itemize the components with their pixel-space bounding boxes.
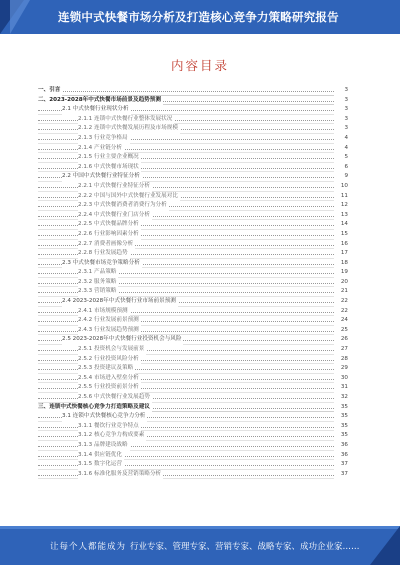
- toc-entry-label: 2.2.4 中式快餐行业门店分析: [78, 211, 152, 221]
- toc-entry[interactable]: [38, 172, 348, 182]
- toc-entry-label: 3.1.2 核心竞争力构成要素: [78, 431, 146, 441]
- toc-entry-label: 3.1.3 品牌建设战略: [78, 441, 130, 451]
- toc-entry-label: 2.3.1 产品策略: [78, 268, 118, 278]
- toc-entry[interactable]: [38, 249, 348, 259]
- toc-entry-page: 4: [334, 134, 348, 144]
- toc-entry-page: 30: [334, 374, 348, 384]
- toc-entry-label: 3.1 连锁中式快餐核心竞争力分析: [62, 412, 147, 422]
- toc-entry[interactable]: [38, 470, 348, 480]
- toc-entry-page: 31: [334, 383, 348, 393]
- toc-entry[interactable]: [38, 422, 348, 432]
- toc-entry-label: 2.1.4 产业链分析: [78, 144, 124, 154]
- toc-entry[interactable]: [38, 335, 348, 345]
- toc-entry[interactable]: [38, 163, 348, 173]
- toc-entry[interactable]: [38, 412, 348, 422]
- toc-entry-page: 25: [334, 326, 348, 336]
- toc-entry-page: 22: [334, 297, 348, 307]
- toc-entry-label: 2.5 2023-2028年中式快餐行业投资机会与风险: [62, 335, 183, 345]
- toc-entry-page: 16: [334, 240, 348, 250]
- toc-entry[interactable]: [38, 240, 348, 250]
- toc-entry[interactable]: [38, 124, 348, 134]
- toc-entry[interactable]: [38, 297, 348, 307]
- header-decoration: [0, 0, 46, 34]
- toc-entry-page: 13: [334, 211, 348, 221]
- toc-entry-label: 2.3.3 营销策略: [78, 287, 118, 297]
- toc-entry-page: 11: [334, 192, 348, 202]
- toc-entry-label: 2.5.5 行业投资前景分析: [78, 383, 141, 393]
- toc-entry-label: 2.2.8 行业发展趋势: [78, 249, 130, 259]
- toc-entry[interactable]: [38, 364, 348, 374]
- toc-entry-label: 3.1.5 数字化运营: [78, 460, 124, 470]
- toc-entry-page: 10: [334, 182, 348, 192]
- toc-entry[interactable]: [38, 134, 348, 144]
- toc-entry-label: 3.1.1 餐饮行业竞争特点: [78, 422, 141, 432]
- toc-entry-label: 2.2.6 行业影响因素分析: [78, 230, 141, 240]
- toc-entry-page: 9: [334, 172, 348, 182]
- report-footer: [0, 526, 400, 565]
- toc-entry-page: 3: [334, 124, 348, 134]
- toc-entry-label: 2.1 中式快餐行业现状分析: [62, 105, 131, 115]
- toc-entry-page: 37: [334, 470, 348, 480]
- toc-entry-page: 21: [334, 287, 348, 297]
- footer-slogan: 让每个人都能成为: [50, 542, 127, 552]
- toc-entry-page: 27: [334, 345, 348, 355]
- toc-entry[interactable]: [38, 105, 348, 115]
- toc-entry[interactable]: [38, 374, 348, 384]
- toc-entry-page: 5: [334, 153, 348, 163]
- toc-entry-page: 18: [334, 259, 348, 269]
- toc-entry-label: 2.5.4 市场进入壁垒分析: [78, 374, 141, 384]
- toc-entry-page: 36: [334, 441, 348, 451]
- toc-entry-page: 19: [334, 268, 348, 278]
- toc-entry-label: 2.4 2023-2028年中式快餐行业市场前景预测: [62, 297, 178, 307]
- toc-entry-label: 2.2.3 中式快餐消费者消费行为分析: [78, 201, 169, 211]
- toc-entry[interactable]: [38, 144, 348, 154]
- toc-entry-page: 12: [334, 201, 348, 211]
- toc-entry[interactable]: [38, 383, 348, 393]
- toc-entry-page: 15: [334, 230, 348, 240]
- toc-entry-label: 3.1.4 供应链优化: [78, 451, 124, 461]
- toc-entry[interactable]: [38, 460, 348, 470]
- toc-entry-page: 6: [334, 163, 348, 173]
- toc-entry-page: 37: [334, 460, 348, 470]
- table-of-contents: [38, 86, 348, 479]
- toc-entry[interactable]: [38, 201, 348, 211]
- toc-entry-label: 2.3.2 服务策略: [78, 278, 118, 288]
- report-header: [0, 0, 400, 34]
- toc-entry-page: 3: [334, 96, 348, 106]
- toc-entry-page: 14: [334, 220, 348, 230]
- toc-entry-page: 17: [334, 249, 348, 259]
- toc-entry[interactable]: [38, 259, 348, 269]
- toc-entry-label: 2.1.3 行业竞争格局: [78, 134, 130, 144]
- toc-entry[interactable]: [38, 441, 348, 451]
- toc-entry-page: 22: [334, 307, 348, 317]
- toc-entry[interactable]: [38, 355, 348, 365]
- toc-entry-page: 28: [334, 355, 348, 365]
- toc-entry-label: 一、引言: [38, 86, 62, 96]
- toc-entry-label: 2.3 中式快餐市场竞争策略分析: [62, 259, 142, 269]
- toc-entry[interactable]: [38, 278, 348, 288]
- toc-entry[interactable]: [38, 211, 348, 221]
- toc-entry-label: 2.2.5 中式快餐品牌分析: [78, 220, 141, 230]
- toc-entry[interactable]: [38, 451, 348, 461]
- toc-entry-label: 2.1.5 行业主要企业概况: [78, 153, 141, 163]
- toc-entry[interactable]: [38, 153, 348, 163]
- toc-entry-page: 4: [334, 144, 348, 154]
- toc-entry-page: 29: [334, 364, 348, 374]
- toc-entry-label: 三、连锁中式快餐核心竞争力打造策略及建议: [38, 403, 152, 413]
- toc-entry[interactable]: [38, 96, 348, 106]
- toc-entry-label: 2.1.2 连锁中式快餐发展历程及市场规模: [78, 124, 180, 134]
- toc-entry-page: 20: [334, 278, 348, 288]
- toc-entry-label: 2.4.3 行业发展趋势预测: [78, 326, 141, 336]
- toc-entry[interactable]: [38, 345, 348, 355]
- toc-entry[interactable]: [38, 115, 348, 125]
- toc-entry[interactable]: [38, 431, 348, 441]
- toc-entry-label: 2.5.3 投资建议及策略: [78, 364, 135, 374]
- footer-band: [0, 526, 400, 529]
- toc-title: 内容目录: [170, 58, 229, 73]
- footer-tagline: 行业专家、管理专家、营销专家、战略专家、成功企业家……: [130, 542, 360, 552]
- toc-entry[interactable]: [38, 220, 348, 230]
- toc-entry-label: 2.4.2 行业发展前景预测: [78, 316, 141, 326]
- toc-entry[interactable]: [38, 403, 348, 413]
- toc-entry-label: 2.2.1 中式快餐行业特征分析: [78, 182, 152, 192]
- toc-entry[interactable]: [38, 182, 348, 192]
- toc-entry-page: 3: [334, 86, 348, 96]
- toc-entry[interactable]: [38, 192, 348, 202]
- toc-entry-label: 2.5.2 行业投资风险分析: [78, 355, 141, 365]
- toc-entry[interactable]: [38, 287, 348, 297]
- toc-entry-label: 2.5.1 投资机会与发展前景: [78, 345, 146, 355]
- toc-entry-label: 2.1.6 中式快餐市场现状: [78, 163, 141, 173]
- toc-entry-page: 35: [334, 431, 348, 441]
- toc-entry-label: 二、2023-2028年中式快餐市场前景及趋势预测: [38, 96, 163, 106]
- toc-entry-page: 3: [334, 105, 348, 115]
- toc-entry-page: 32: [334, 393, 348, 403]
- toc-entry-label: 2.2.7 消费者画像分析: [78, 240, 135, 250]
- toc-entry-page: 24: [334, 316, 348, 326]
- toc-entry-label: 2.5.6 中式快餐行业发展趋势: [78, 393, 152, 403]
- toc-entry[interactable]: [38, 326, 348, 336]
- report-title: 连锁中式快餐市场分析及打造核心竞争力策略研究报告: [58, 10, 339, 24]
- toc-entry-page: 35: [334, 403, 348, 413]
- toc-entry[interactable]: [38, 316, 348, 326]
- toc-entry[interactable]: [38, 268, 348, 278]
- toc-entry-label: 2.2 中国中式快餐行业特征分析: [62, 172, 142, 182]
- toc-entry-label: 2.2.2 中国与国外中式快餐行业发展对比: [78, 192, 180, 202]
- toc-entry-label: 2.1.1 连锁中式快餐行业整体发展状况: [78, 115, 174, 125]
- footer-decoration: [370, 526, 400, 565]
- toc-entry-page: 36: [334, 451, 348, 461]
- toc-entry-page: 35: [334, 412, 348, 422]
- toc-leader-dots: [38, 91, 334, 92]
- toc-entry[interactable]: [38, 230, 348, 240]
- toc-entry-label: 2.4.1 市场规模预测: [78, 307, 130, 317]
- toc-entry-page: 26: [334, 335, 348, 345]
- toc-entry-page: 3: [334, 115, 348, 125]
- toc-entry-page: 35: [334, 422, 348, 432]
- toc-entry[interactable]: [38, 86, 348, 96]
- toc-entry[interactable]: [38, 393, 348, 403]
- toc-entry[interactable]: [38, 307, 348, 317]
- toc-entry-label: 3.1.6 标准化服务及营销策略分析: [78, 470, 163, 480]
